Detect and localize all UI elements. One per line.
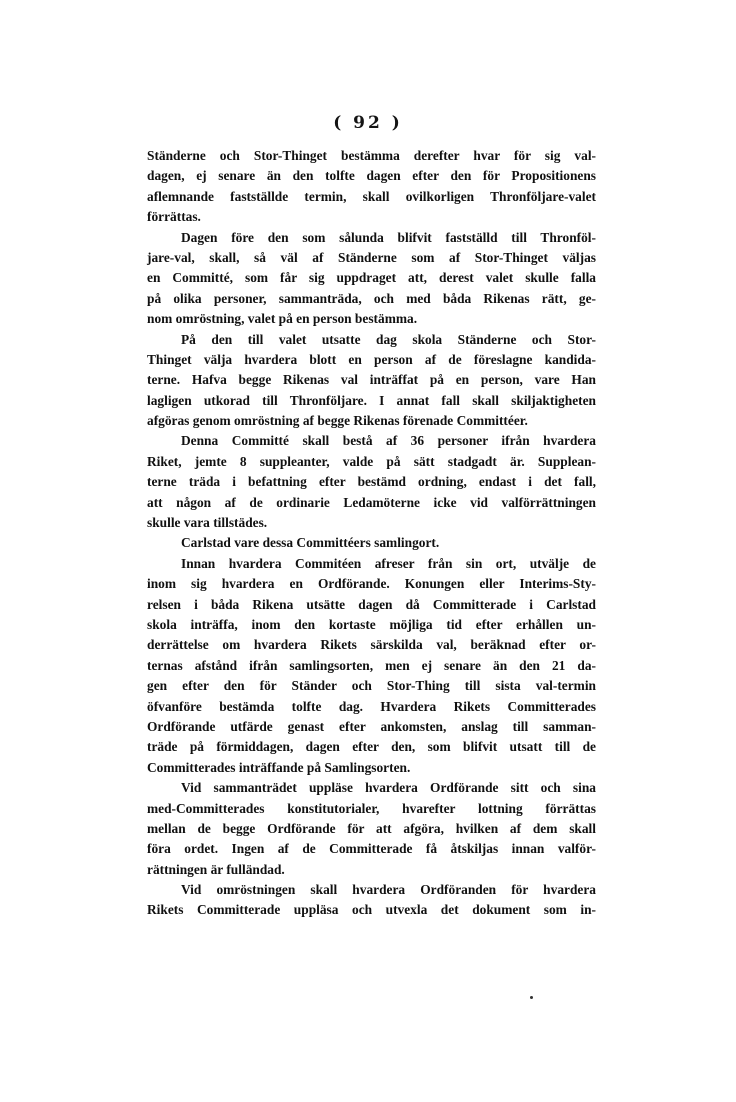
- text-line: skola inträffa, inom den kortaste möjliga tid efter erhållen un-: [147, 616, 596, 632]
- text-line: nom omröstning, valet på en person bestämma.: [147, 311, 418, 327]
- text-line: med-Committerades konstitutorialer, hvarefter lottning förrättas: [147, 800, 596, 816]
- text-line: Vid sammanträdet uppläse hvardera Ordförande sitt och sina: [181, 780, 596, 796]
- text-line: en Committé, som får sig uppdraget att, derest valet skulle falla: [147, 270, 596, 286]
- text-line: skulle vara tillstädes.: [147, 515, 268, 531]
- text-line: terne träda i befattning efter bestämd ordning, endast i det fall,: [147, 474, 596, 490]
- text-line: På den till valet utsatte dag skola Ständerne och Stor-: [181, 331, 596, 347]
- text-line: Thinget välja hvardera blott en person af de föreslagne kandida-: [147, 351, 596, 367]
- text-line: lagligen utkorad till Thronföljare. I annat fall skall skiljaktigheten: [147, 392, 596, 408]
- text-line: aflemnande fastställde termin, skall ovilkorligen Thronföljare-valet: [147, 188, 596, 204]
- text-line: terne. Hafva begge Rikenas val inträffat på en person, vare Han: [147, 372, 596, 388]
- text-line: ternas afstånd ifrån samlingsorten, men ej senare än den 21 da-: [147, 657, 596, 673]
- text-line: öfvanföre bestämda tolfte dag. Hvardera Rikets Committerades: [147, 698, 596, 714]
- text-line: Carlstad vare dessa Committéers samlingort.: [181, 535, 440, 551]
- text-line: att någon af de ordinarie Ledamöterne icke vid valförrättningen: [147, 494, 596, 510]
- text-line: Vid omröstningen skall hvardera Ordföranden för hvardera: [181, 882, 596, 898]
- text-line: Riket, jemte 8 suppleanter, valde på sätt stadgadt är. Supplean-: [147, 453, 596, 469]
- text-line: Dagen före den som sålunda blifvit fastställd till Thronföl-: [181, 229, 596, 245]
- text-line: Committerades inträffande på Samlingsorten.: [147, 759, 411, 775]
- text-line: derrättelse om hvardera Rikets särskilda val, beräknad efter or-: [147, 637, 596, 653]
- text-line: förrättas.: [147, 209, 201, 225]
- text-line: afgöras genom omröstning af begge Rikenas förenade Committéer.: [147, 413, 528, 429]
- text-line: dagen, ej senare än den tolfte dagen efter den för Propositionens: [147, 168, 596, 184]
- text-line: träde på förmiddagen, dagen efter den, som blifvit utsatt till de: [147, 739, 596, 755]
- text-line: Ständerne och Stor-Thinget bestämma derefter hvar för sig val-: [147, 148, 596, 163]
- ink-speck: [530, 996, 533, 999]
- text-line: relsen i båda Rikena utsätte dagen då Committerade i Carlstad: [147, 596, 596, 612]
- text-line: Rikets Committerade uppläsa och utvexla det dokument som in-: [147, 902, 596, 918]
- text-line: mellan de begge Ordförande för att afgöra, hvilken af dem skall: [147, 820, 596, 836]
- page-number: ( 92 ): [333, 113, 403, 133]
- text-line: Ordförande utfärde genast efter ankomsten, anslag till samman-: [147, 718, 596, 734]
- text-line: föra ordet. Ingen af de Committerade få åtskiljas innan valför-: [147, 841, 596, 857]
- text-line: på olika personer, sammanträda, och med båda Rikenas rätt, ge-: [147, 290, 596, 306]
- text-line: inom sig hvardera en Ordförande. Konungen eller Interims-Sty-: [147, 576, 596, 592]
- text-line: gen efter den för Ständer och Stor-Thing till sista val-termin: [147, 678, 596, 694]
- text-line: rättningen är fulländad.: [147, 861, 285, 877]
- body-text: [147, 146, 596, 921]
- text-line: Denna Committé skall bestå af 36 personer ifrån hvardera: [181, 433, 596, 449]
- text-line: Innan hvardera Commitéen afreser från sin ort, utvälje de: [181, 555, 596, 571]
- text-line: jare-val, skall, så väl af Ständerne som af Stor-Thinget väljas: [147, 249, 596, 265]
